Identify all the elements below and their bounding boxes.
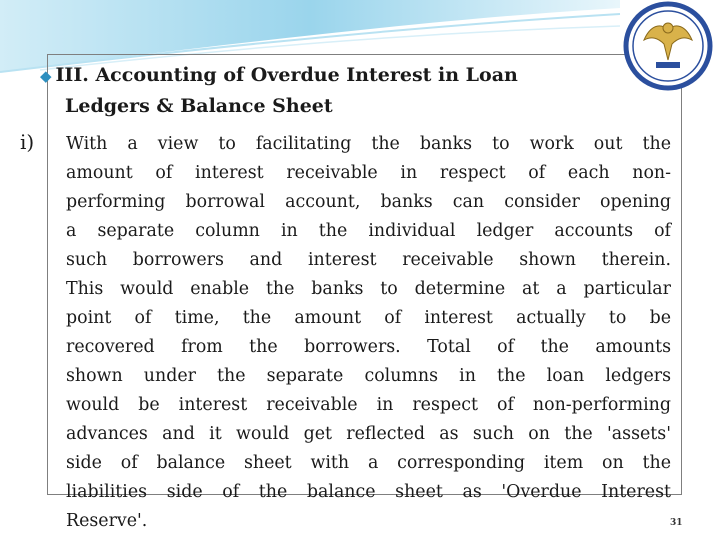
body-line: such borrowers and interest receivable shown therein. [66, 250, 671, 270]
body-line: point of time, the amount of interest actually to be [66, 308, 671, 328]
body-line: performing borrowal account, banks can consider opening [66, 192, 671, 212]
page-number: 31 [670, 518, 683, 528]
diamond-bullet-icon: ◆ [40, 67, 52, 85]
body-line: amount of interest receivable in respect of each non- [66, 163, 671, 183]
body-line: Reserve'. [66, 511, 148, 531]
list-item-marker: i) [20, 130, 35, 154]
slide-title [40, 60, 620, 121]
institute-emblem-icon [622, 0, 714, 92]
body-line: recovered from the borrowers. Total of the amounts [66, 337, 671, 357]
body-line: This would enable the banks to determine at a particular [66, 279, 671, 299]
body-line: liabilities side of the balance sheet as 'Overdue Interest [66, 482, 671, 502]
body-paragraph [66, 130, 671, 536]
body-line: a separate column in the individual ledger accounts of [66, 221, 671, 241]
body-line: With a view to facilitating the banks to work out the [66, 134, 671, 154]
body-line: would be interest receivable in respect of non-performing [66, 395, 671, 415]
body-line: side of balance sheet with a corresponding item on the [66, 453, 671, 473]
body-line: advances and it would get reflected as such on the 'assets' [66, 424, 671, 444]
title-line-1: III. Accounting of Overdue Interest in Loan [55, 64, 518, 86]
body-line: shown under the separate columns in the loan ledgers [66, 366, 671, 386]
title-line-2: Ledgers & Balance Sheet [65, 95, 333, 117]
